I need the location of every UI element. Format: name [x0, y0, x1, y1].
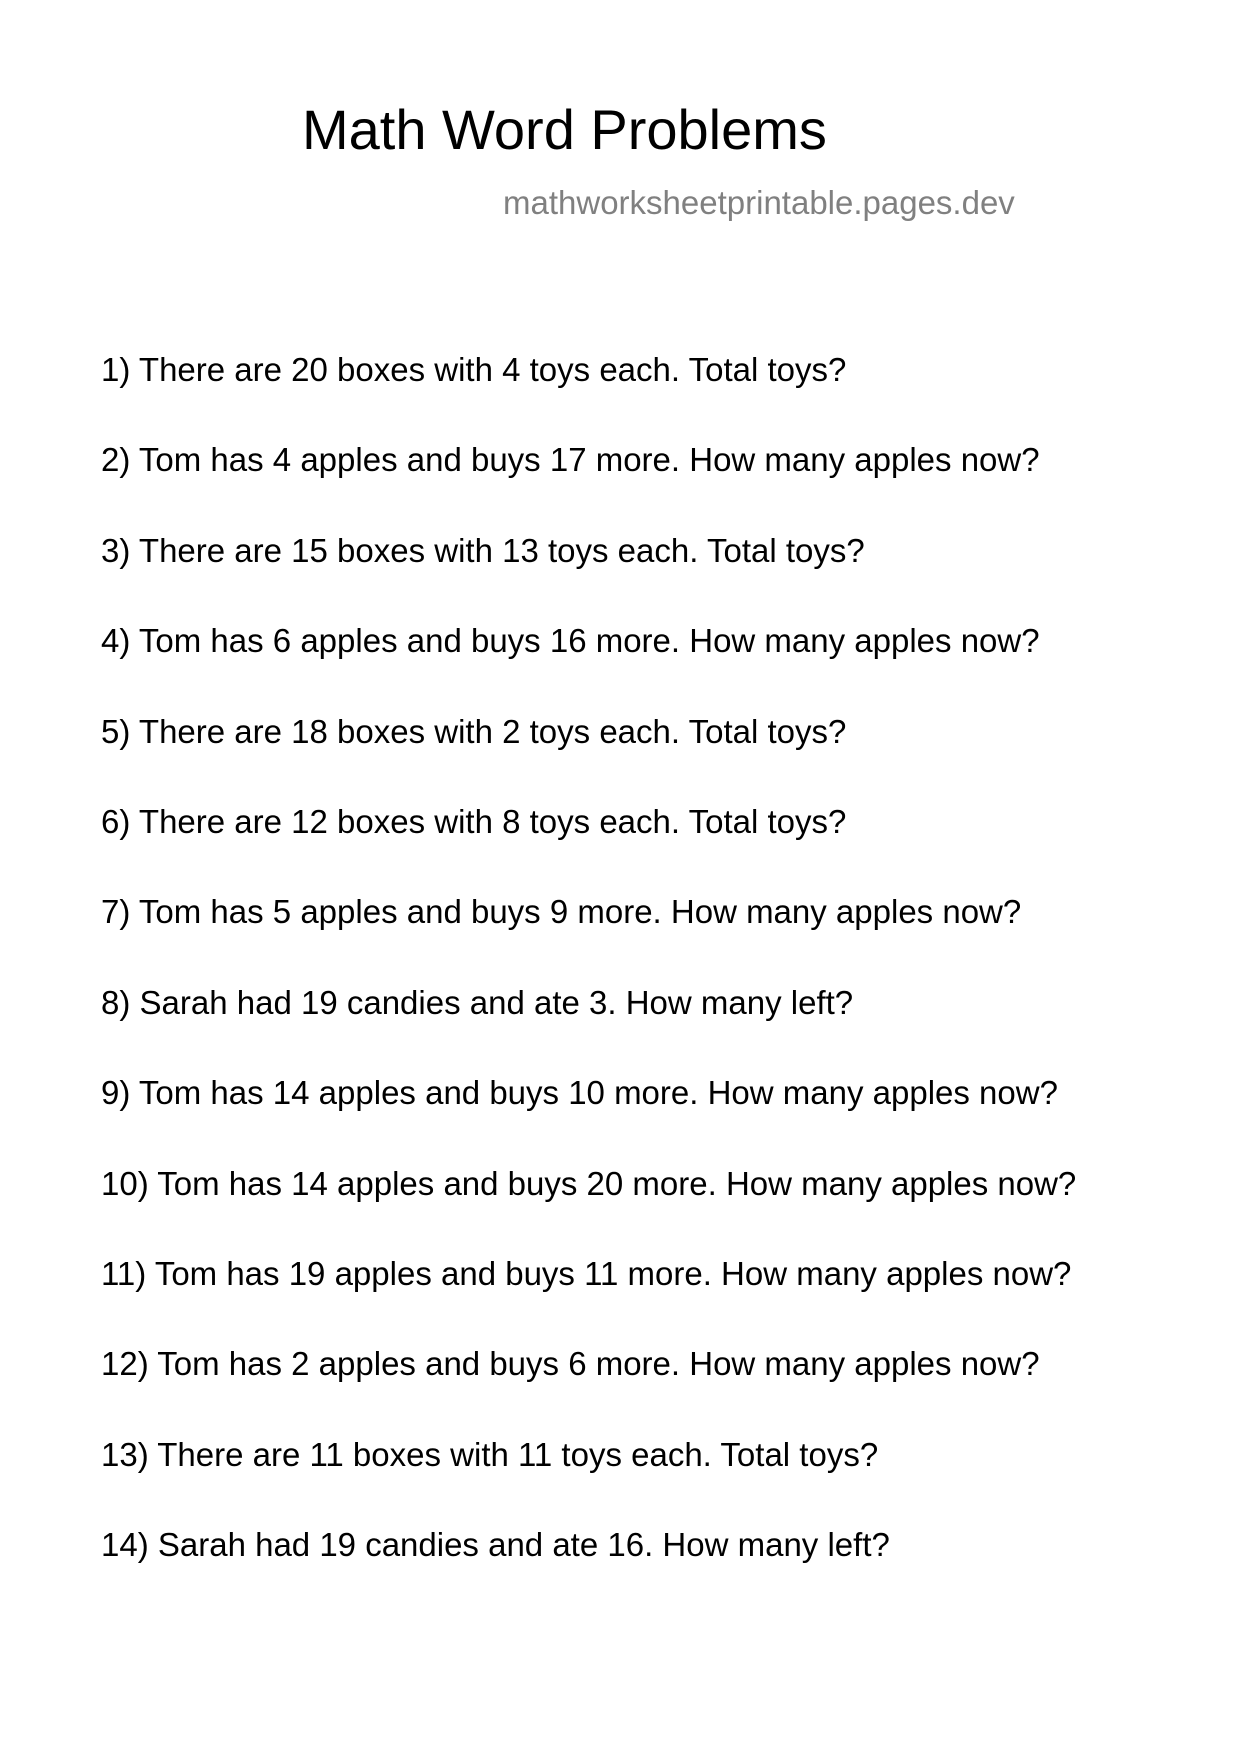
problem-item: 4) Tom has 6 apples and buys 16 more. How many apples now?: [101, 622, 1040, 660]
problem-item: 6) There are 12 boxes with 8 toys each. Total toys?: [101, 802, 847, 840]
problem-item: 14) Sarah had 19 candies and ate 16. How many left?: [101, 1526, 890, 1564]
problem-item: 8) Sarah had 19 candies and ate 3. How many left?: [101, 983, 854, 1021]
problem-item: 2) Tom has 4 apples and buys 17 more. How many apples now?: [101, 441, 1040, 479]
problem-item: 3) There are 15 boxes with 13 toys each. Total toys?: [101, 531, 865, 569]
problem-item: 1) There are 20 boxes with 4 toys each. Total toys?: [101, 351, 847, 388]
problem-item: 12) Tom has 2 apples and buys 6 more. How many apples now?: [101, 1345, 1040, 1383]
problem-item: 10) Tom has 14 apples and buys 20 more. How many apples now?: [101, 1164, 1077, 1202]
problem-item: 9) Tom has 14 apples and buys 10 more. How many apples now?: [101, 1074, 1058, 1112]
problem-item: 5) There are 18 boxes with 2 toys each. Total toys?: [101, 712, 847, 750]
problem-item: 13) There are 11 boxes with 11 toys each. Total toys?: [101, 1435, 879, 1473]
problem-item: 7) Tom has 5 apples and buys 9 more. How many apples now?: [101, 893, 1022, 931]
source-url: mathworksheetprintable.pages.dev: [503, 184, 1015, 221]
page-title: Math Word Problems: [302, 98, 827, 161]
problem-item: 11) Tom has 19 apples and buys 11 more. How many apples now?: [101, 1254, 1072, 1292]
problem-list: [101, 350, 1076, 1615]
